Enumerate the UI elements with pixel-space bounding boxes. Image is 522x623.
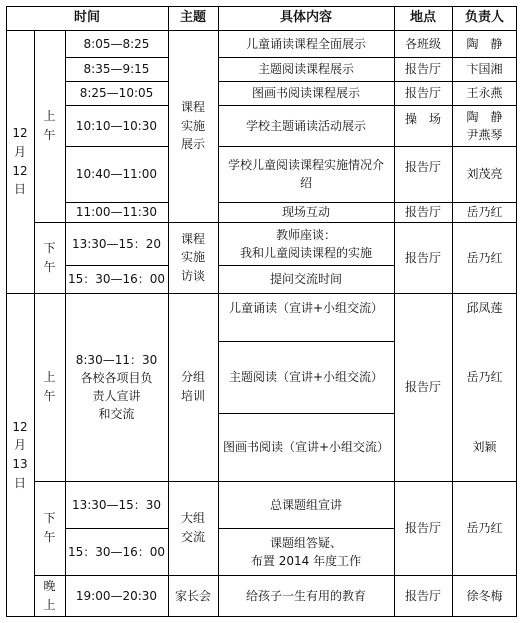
grid-line — [34, 575, 517, 576]
header-theme: 主题 — [179, 10, 206, 26]
day1-interview: 教师座谈： 我和儿童阅读课程的实施 — [239, 227, 372, 260]
grid-line — [218, 57, 517, 58]
day2-content-1: 儿童诵读（宣讲+小组交流） — [228, 301, 384, 315]
grid-line — [6, 616, 517, 617]
day2-place-evening: 报告厅 — [404, 589, 441, 603]
day1-content-3: 图画书阅读课程展示 — [251, 86, 360, 100]
day2-content-3: 图画书阅读（宣讲+小组交流） — [222, 440, 390, 454]
day2-content-2: 主题阅读（宣讲+小组交流） — [228, 370, 384, 384]
day1-time-2: 8:35—9:15 — [83, 62, 150, 76]
grid-line — [6, 30, 517, 31]
grid-line — [65, 81, 168, 82]
day2-owner-evening: 徐冬梅 — [466, 589, 503, 603]
header-place: 地点 — [409, 10, 436, 26]
grid-line — [218, 528, 394, 529]
day2-date: 12 月 13 日 — [12, 419, 28, 490]
day1-owner-3: 王永燕 — [466, 86, 503, 100]
header-content: 具体内容 — [279, 10, 332, 26]
day2-time-afternoon-1: 13:30—15：30 — [71, 497, 162, 512]
day1-content-4: 学校主题诵读活动展示 — [245, 118, 366, 133]
grid-line — [394, 6, 395, 617]
day1-time-7: 13:30—15：20 — [71, 236, 162, 251]
day1-owner-1: 陶 静 — [466, 36, 503, 51]
grid-line — [65, 528, 168, 529]
schedule-table — [6, 6, 517, 617]
grid-line — [218, 81, 517, 82]
grid-line — [6, 293, 517, 294]
day2-time-afternoon-2: 15：30—16：00 — [67, 544, 166, 559]
day1-place-2: 报告厅 — [404, 62, 441, 76]
day1-owner-6: 岳乃红 — [466, 205, 503, 219]
day1-date: 12 月 12 日 — [12, 126, 28, 197]
grid-line — [65, 202, 168, 203]
day2-owner-2: 岳乃红 — [466, 370, 503, 384]
day1-place-6: 报告厅 — [404, 205, 441, 219]
day2-place-morning: 报告厅 — [404, 380, 441, 394]
day2-place-afternoon: 报告厅 — [404, 521, 441, 535]
grid-line — [34, 481, 517, 482]
day2-time-evening: 19:00—20:30 — [75, 589, 158, 603]
day1-place-4: 操 场 — [404, 112, 441, 126]
day1-content-1: 儿童诵读课程全面展示 — [245, 36, 366, 51]
day1-afternoon-label: 下 午 — [43, 240, 56, 274]
day1-place-7: 报告厅 — [404, 250, 441, 265]
day2-owner-3: 刘颖 — [472, 440, 497, 454]
day2-morning-time: 8:30—11：30 各校各项目负 责人宣讲 和交流 — [75, 353, 158, 421]
grid-line — [65, 146, 168, 147]
header-owner: 负责人 — [464, 10, 504, 26]
grid-line — [34, 222, 517, 223]
day2-theme-afternoon: 大组 交流 — [180, 511, 205, 544]
day2-theme-evening: 家长会 — [174, 589, 211, 603]
day1-time-1: 8:05—8:25 — [83, 36, 150, 51]
day1-place-3: 报告厅 — [404, 86, 441, 100]
day1-content-6: 现场互动 — [281, 205, 330, 219]
day2-content-5: 课题组答疑、 布置 2014 年度工作 — [250, 535, 362, 568]
day1-qa: 提问交流时间 — [269, 272, 342, 286]
grid-line — [65, 105, 168, 106]
day1-content-5: 学校儿童阅读课程实施情况介绍 — [227, 158, 384, 190]
grid-line — [218, 146, 517, 147]
day1-owner-7: 岳乃红 — [466, 250, 503, 265]
day1-time-4: 10:10—10:30 — [75, 118, 158, 133]
grid-line — [6, 6, 517, 7]
day1-time-8: 15：30—16：00 — [67, 272, 166, 286]
day1-morning-label: 上 午 — [43, 109, 56, 142]
grid-line — [6, 6, 7, 617]
grid-line — [218, 341, 394, 342]
day2-content-4: 总课题组宣讲 — [269, 497, 342, 512]
day2-owner-1: 邱凤莲 — [466, 301, 503, 315]
day1-time-6: 11:00—11:30 — [75, 205, 158, 219]
grid-line — [218, 202, 517, 203]
grid-line — [34, 30, 35, 617]
day1-owner-5: 刘茂亮 — [466, 167, 503, 181]
grid-line — [65, 57, 168, 58]
day2-owner-afternoon: 岳乃红 — [466, 521, 503, 535]
day1-owner-4: 陶 静 尹燕琴 — [466, 109, 503, 142]
grid-line — [218, 265, 394, 266]
day1-place-5: 报告厅 — [404, 160, 441, 174]
header-time: 时间 — [73, 10, 100, 26]
day1-place-1: 各班级 — [404, 36, 441, 51]
grid-line — [218, 105, 517, 106]
day1-content-2: 主题阅读课程展示 — [257, 62, 354, 76]
grid-line — [168, 6, 169, 617]
day1-time-5: 10:40—11:00 — [75, 167, 158, 181]
day2-afternoon-label: 下 午 — [43, 511, 56, 544]
day1-theme-afternoon: 课程 实施 访谈 — [180, 231, 205, 283]
day1-time-3: 8:25—10:05 — [79, 86, 154, 100]
day1-owner-2: 卞国湘 — [466, 62, 503, 76]
day2-morning-label: 上 午 — [43, 370, 56, 403]
grid-line — [218, 6, 219, 617]
day2-theme-morning: 分组 培训 — [180, 370, 205, 403]
day1-theme-morning: 课程 实施 展示 — [180, 100, 205, 152]
grid-line — [65, 265, 168, 266]
grid-line — [516, 6, 517, 617]
day2-content-evening: 给孩子一生有用的教育 — [245, 589, 366, 603]
grid-line — [452, 6, 453, 617]
grid-line — [218, 413, 394, 414]
day2-evening-label: 晚 上 — [43, 579, 56, 612]
